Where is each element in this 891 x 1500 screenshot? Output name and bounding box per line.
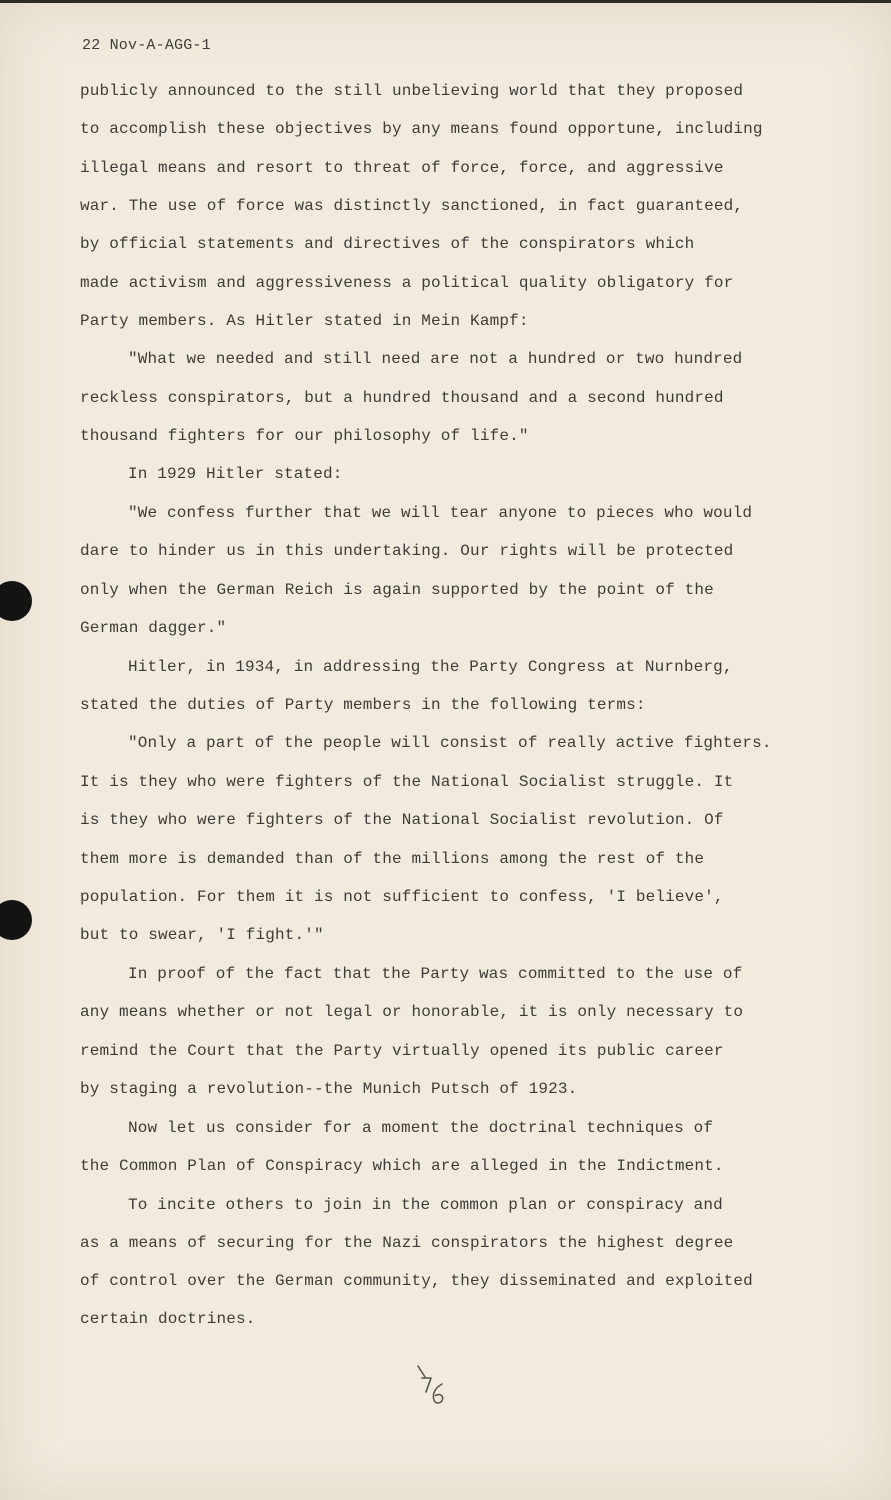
text-line: by staging a revolution--the Munich Putsch of 1923. bbox=[80, 1080, 578, 1098]
text-line: Party members. As Hitler stated in Mein Kampf: bbox=[80, 312, 529, 330]
text-line: made activism and aggressiveness a political quality obligatory for bbox=[80, 274, 734, 292]
quote-line: only when the German Reich is again supported by the point of the bbox=[80, 581, 714, 599]
quote-line: thousand fighters for our philosophy of life." bbox=[80, 427, 529, 445]
text-line: publicly announced to the still unbelieving world that they proposed bbox=[80, 82, 744, 100]
quote-line: but to swear, 'I fight.'" bbox=[80, 926, 324, 944]
text-line: any means whether or not legal or honorable, it is only necessary to bbox=[80, 1003, 744, 1021]
quote-line: reckless conspirators, but a hundred thousand and a second hundred bbox=[80, 389, 724, 407]
text-line: remind the Court that the Party virtually opened its public career bbox=[80, 1042, 724, 1060]
text-line: stated the duties of Party members in the following terms: bbox=[80, 696, 646, 714]
text-line: to accomplish these objectives by any means found opportune, including bbox=[80, 120, 763, 138]
text-line: of control over the German community, they disseminated and exploited bbox=[80, 1272, 753, 1290]
text-line: the Common Plan of Conspiracy which are alleged in the Indictment. bbox=[80, 1157, 724, 1175]
text-line: illegal means and resort to threat of force, force, and aggressive bbox=[80, 159, 724, 177]
punch-hole bbox=[0, 900, 32, 940]
quote-line: dare to hinder us in this undertaking. Our rights will be protected bbox=[80, 542, 734, 560]
text-line: war. The use of force was distinctly sanctioned, in fact guaranteed, bbox=[80, 197, 744, 215]
text-line: Hitler, in 1934, in addressing the Party Congress at Nurnberg, bbox=[128, 658, 733, 676]
quote-line: It is they who were fighters of the National Socialist struggle. It bbox=[80, 773, 734, 791]
punch-hole bbox=[0, 581, 32, 621]
text-line: To incite others to join in the common plan or conspiracy and bbox=[128, 1196, 723, 1214]
text-line: by official statements and directives of the conspirators which bbox=[80, 235, 695, 253]
text-line: as a means of securing for the Nazi conspirators the highest degree bbox=[80, 1234, 734, 1252]
quote-line: "We confess further that we will tear anyone to pieces who would bbox=[128, 504, 753, 522]
text-line: certain doctrines. bbox=[80, 1310, 256, 1328]
quote-line: is they who were fighters of the National Socialist revolution. Of bbox=[80, 811, 724, 829]
handwritten-page-number bbox=[416, 1362, 452, 1408]
quote-line: "Only a part of the people will consist of really active fighters. bbox=[128, 734, 772, 752]
handwritten-76-mark bbox=[416, 1362, 452, 1408]
text-line: Now let us consider for a moment the doctrinal techniques of bbox=[128, 1119, 714, 1137]
quote-line: population. For them it is not sufficient to confess, 'I believe', bbox=[80, 888, 724, 906]
document-id: 22 Nov-A-AGG-1 bbox=[82, 37, 211, 54]
quote-line: "What we needed and still need are not a hundred or two hundred bbox=[128, 350, 743, 368]
quote-line: them more is demanded than of the millions among the rest of the bbox=[80, 850, 705, 868]
page-top-edge bbox=[0, 0, 891, 3]
quote-line: German dagger." bbox=[80, 619, 227, 637]
text-line: In 1929 Hitler stated: bbox=[128, 465, 343, 483]
text-line: In proof of the fact that the Party was committed to the use of bbox=[128, 965, 743, 983]
